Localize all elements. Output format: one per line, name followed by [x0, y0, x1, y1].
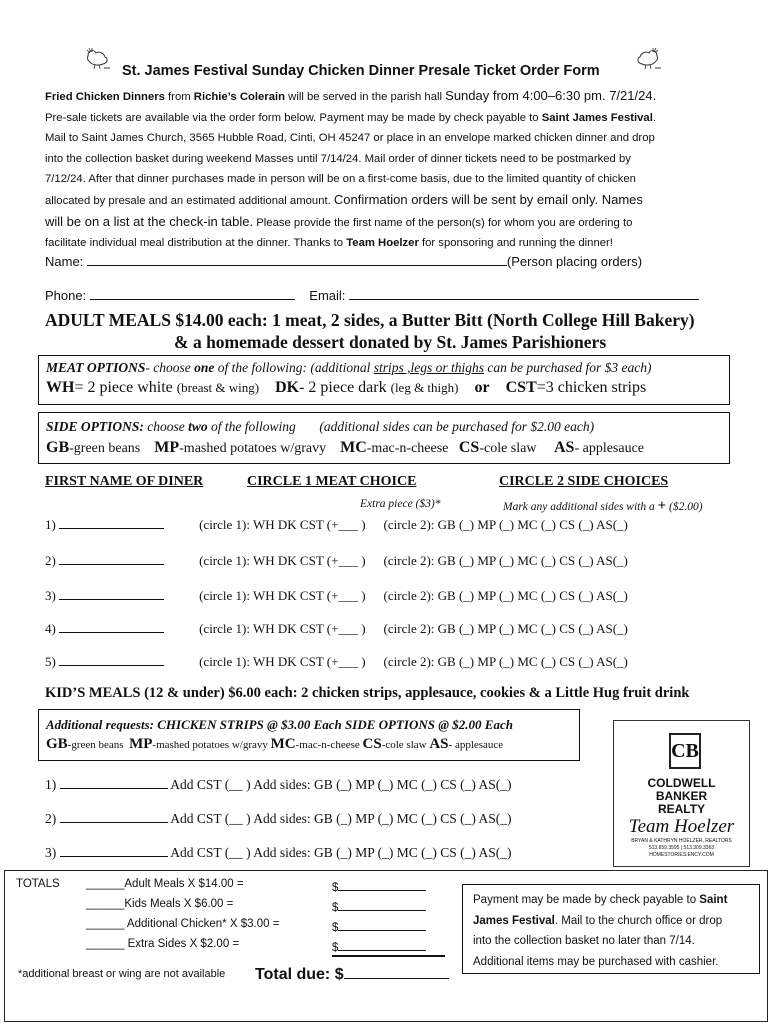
- table-row[interactable]: [45, 653, 628, 670]
- kids-meals-amount[interactable]: $: [332, 898, 426, 914]
- side-choice[interactable]: (circle 2): GB (_) MP (_) MC (_) CS (_) AS(_): [383, 588, 628, 603]
- meat-choice[interactable]: (circle 1): WH DK CST (+___ ): [199, 588, 366, 603]
- row-number: 4): [45, 621, 56, 636]
- cb-monogram: CB: [669, 733, 701, 769]
- kid-name-field[interactable]: [60, 810, 168, 823]
- meat-choices: WH= 2 piece white (breast & wing) DK- 2 piece dark (leg & thigh) or CST=3 chicken strips: [46, 379, 647, 396]
- row-number: 5): [45, 654, 56, 669]
- extra-sides-total-line[interactable]: ______ Extra Sides X $2.00 =: [86, 938, 240, 950]
- meat-choice[interactable]: (circle 1): WH DK CST (+___ ): [199, 553, 366, 568]
- meat-options-text: MEAT OPTIONS- choose one of the following: (additional strips ,legs or thighs can be purchased for $3 each): [46, 360, 652, 375]
- additional-chicken-total-line[interactable]: ______ Additional Chicken* X $3.00 =: [86, 918, 280, 930]
- cb-contact: BRYAN & KATHRYN HOELZER, REALTORS 513.659.3595 | 513.309.3363 HOMESTORIES.ENCY.COM: [631, 838, 732, 858]
- team-hoelzer-signature: Team Hoelzer: [628, 816, 735, 837]
- row-number: 3): [45, 588, 56, 603]
- kid-name-field[interactable]: [60, 844, 168, 857]
- page-title: St. James Festival Sunday Chicken Dinner Presale Ticket Order Form: [122, 63, 600, 79]
- additional-sides-note: Mark any additional sides with a + ($2.00): [503, 498, 703, 514]
- row-number: 3): [45, 845, 57, 860]
- name-suffix: (Person placing orders): [506, 254, 643, 269]
- email-label: Email:: [309, 288, 346, 303]
- kid-choices[interactable]: Add CST (__ ) Add sides: GB (_) MP (_) MC (_) CS (_) AS(_): [167, 777, 512, 792]
- cb-name: COLDWELL BANKER REALTY: [647, 776, 716, 816]
- adult-meals-subheading: & a homemade dessert donated by St. James Parishioners: [174, 332, 607, 352]
- kids-meals-total-line[interactable]: ______Kids Meals X $6.00 =: [86, 898, 234, 910]
- col-side-choices: CIRCLE 2 SIDE CHOICES: [499, 474, 669, 489]
- diner-name-field[interactable]: [59, 653, 164, 666]
- meat-choice[interactable]: (circle 1): WH DK CST (+___ ): [199, 654, 366, 669]
- kid-choices[interactable]: Add CST (__ ) Add sides: GB (_) MP (_) MC (_) CS (_) AS(_): [167, 845, 512, 860]
- diner-name-field[interactable]: [59, 552, 164, 565]
- additional-note: *additional breast or wing are not available: [18, 968, 226, 980]
- email-field[interactable]: [349, 287, 699, 300]
- intro-paragraph: Fried Chicken Dinners from Richie’s Colerain will be served in the parish hall Sunday from 4:00–6:30 pm. 7/21/24. Pre-sale tickets are available via the order form below. Payment may be made by check payable to Saint James Festival. Mail to Saint James Church, 3565 Hubble Road, Cinti, OH 45247 or place in an envelope marked chicken dinner and drop into the collection basket during weekend Masses until 7/14/24. Mail order of dinner tickets need to be postmarked by 7/12/24. After that dinner purchases made in person will be on a first-come basis, due to the limited quantity of chicken allocated by presale and an estimated additional amount. Confirmation orders will be sent by email only. Names will be on a list at the check-in table. Please provide the first name of the person(s) for whom you are ordering to facilitate individual meal distribution at the dinner. Thanks to Team Hoelzer for sponsoring and running the dinner!: [45, 88, 657, 250]
- name-label: Name:: [45, 254, 84, 269]
- phone-field[interactable]: [90, 287, 295, 300]
- meat-choice[interactable]: (circle 1): WH DK CST (+___ ): [199, 621, 366, 636]
- side-choice[interactable]: (circle 2): GB (_) MP (_) MC (_) CS (_) AS(_): [383, 654, 628, 669]
- row-number: 1): [45, 517, 56, 532]
- side-choice[interactable]: (circle 2): GB (_) MP (_) MC (_) CS (_) AS(_): [383, 517, 628, 532]
- totals-divider: [332, 955, 445, 957]
- side-options-text: SIDE OPTIONS: choose two of the following (additional sides can be purchased for $2.00 each): [46, 419, 595, 434]
- table-row[interactable]: [45, 552, 628, 569]
- payment-info-text: Payment may be made by check payable to Saint James Festival. Mail to the church office or drop into the collection basket no later than 7/14. Additional items may be purchased with cashier.: [473, 894, 728, 968]
- diner-name-field[interactable]: [59, 516, 164, 529]
- adult-meals-heading: ADULT MEALS $14.00 each: 1 meat, 2 sides, a Butter Bitt (North College Hill Bakery): [45, 310, 695, 330]
- kids-side-choices: GB-green beans MP-mashed potatoes w/gravy MC-mac-n-cheese CS-cole slaw AS- applesauce: [46, 736, 504, 752]
- side-choice[interactable]: (circle 2): GB (_) MP (_) MC (_) CS (_) AS(_): [383, 553, 628, 568]
- side-choices: GB-green beans MP-mashed potatoes w/gravy MC-mac-n-cheese CS-cole slaw AS- applesauce: [46, 439, 645, 456]
- kid-name-field[interactable]: [60, 776, 168, 789]
- meat-choice[interactable]: (circle 1): WH DK CST (+___ ): [199, 517, 366, 532]
- row-number: 1): [45, 777, 57, 792]
- row-number: 2): [45, 553, 56, 568]
- coldwell-banker-logo: [613, 720, 750, 867]
- adult-meals-total-line[interactable]: ______Adult Meals X $14.00 =: [86, 878, 244, 890]
- diner-name-field[interactable]: [59, 620, 164, 633]
- table-row[interactable]: [45, 587, 628, 604]
- phone-label: Phone:: [45, 288, 87, 303]
- extra-piece-note: Extra piece ($3)*: [360, 498, 441, 510]
- chicken-icon: [635, 46, 661, 70]
- name-field[interactable]: [45, 253, 642, 269]
- totals-label: TOTALS: [16, 878, 60, 890]
- total-due[interactable]: Total due: $: [255, 963, 449, 984]
- col-first-name: FIRST NAME OF DINER: [45, 474, 204, 489]
- side-choice[interactable]: (circle 2): GB (_) MP (_) MC (_) CS (_) AS(_): [383, 621, 628, 636]
- kid-choices[interactable]: Add CST (__ ) Add sides: GB (_) MP (_) MC (_) CS (_) AS(_): [167, 811, 512, 826]
- kids-meals-heading: KID’S MEALS (12 & under) $6.00 each: 2 chicken strips, applesauce, cookies & a Little Hug fruit drink: [45, 685, 690, 701]
- adult-meals-amount[interactable]: $: [332, 878, 426, 894]
- table-row[interactable]: [45, 620, 628, 637]
- additional-chicken-amount[interactable]: $: [332, 918, 426, 934]
- diner-name-field[interactable]: [59, 587, 164, 600]
- col-meat-choice: CIRCLE 1 MEAT CHOICE: [247, 474, 417, 489]
- kids-row[interactable]: [45, 776, 512, 793]
- chicken-icon: [84, 46, 110, 70]
- kids-row[interactable]: [45, 810, 512, 827]
- row-number: 2): [45, 811, 57, 826]
- kids-row[interactable]: [45, 844, 512, 861]
- kids-requests-text: Additional requests: CHICKEN STRIPS @ $3.00 Each SIDE OPTIONS @ $2.00 Each: [46, 717, 513, 732]
- phone-email-row: [45, 287, 699, 303]
- extra-sides-amount[interactable]: $: [332, 938, 426, 954]
- table-row[interactable]: [45, 516, 628, 533]
